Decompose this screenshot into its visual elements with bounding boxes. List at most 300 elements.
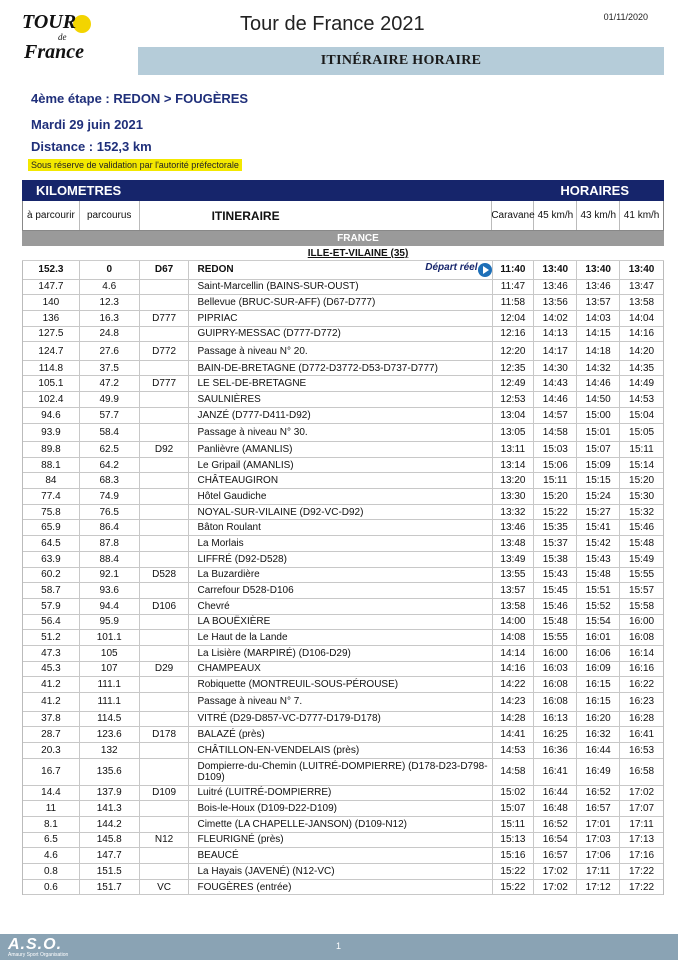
- reserve-note: Sous réserve de validation par l'autorité préfectorale: [28, 159, 242, 171]
- cell-41-text: 14:20: [629, 345, 655, 357]
- cell-place-text: LE SEL-DE-BRETAGNE: [197, 378, 307, 390]
- cell-remaining-text: 114.8: [38, 362, 64, 374]
- cell-remaining: [23, 424, 80, 442]
- cell-45-text: 14:17: [542, 345, 568, 357]
- cell-caravan: [493, 552, 535, 567]
- cell-caravan-text: 12:16: [500, 328, 526, 340]
- cell-road: [140, 646, 190, 661]
- cell-41: [620, 786, 663, 801]
- cell-caravan-text: 15:16: [500, 850, 526, 862]
- table-row: [23, 599, 663, 615]
- table-row: [23, 786, 663, 802]
- cell-caravan: [493, 568, 535, 583]
- cell-place-text: Le Haut de la Lande: [197, 632, 288, 644]
- cell-road: [140, 311, 190, 326]
- cell-remaining: [23, 295, 80, 310]
- cell-remaining-text: 75.8: [41, 506, 61, 518]
- cell-45: [534, 817, 577, 832]
- cell-45-text: 15:55: [542, 632, 568, 644]
- cell-caravan: [493, 646, 535, 661]
- cell-43-text: 14:50: [585, 393, 611, 405]
- cell-road: [140, 442, 190, 457]
- cell-place: [189, 662, 492, 677]
- cell-remaining-text: 88.1: [41, 459, 61, 471]
- cell-caravan-text: 12:35: [500, 362, 526, 374]
- cell-43-text: 15:48: [585, 569, 611, 581]
- cell-road: [140, 693, 190, 711]
- cell-remaining-text: 37.8: [41, 713, 61, 725]
- cell-41: [620, 568, 663, 583]
- cell-41: [620, 295, 663, 310]
- cell-43: [577, 552, 620, 567]
- cell-41: [620, 458, 663, 473]
- cell-remaining-text: 124.7: [38, 345, 64, 357]
- cell-caravan: [493, 361, 535, 376]
- cell-caravan: [493, 520, 535, 535]
- cell-41: [620, 630, 663, 645]
- cell-done-text: 76.5: [99, 506, 119, 518]
- cell-road-text: D178: [152, 729, 177, 741]
- depart-reel-label: Départ réel: [425, 262, 478, 273]
- cell-remaining-text: 127.5: [38, 328, 64, 340]
- cell-41-text: 15:14: [629, 459, 655, 471]
- cell-remaining-text: 147.7: [38, 281, 64, 293]
- cell-43: [577, 520, 620, 535]
- cell-remaining: [23, 552, 80, 567]
- cell-remaining: [23, 662, 80, 677]
- cell-road: [140, 662, 190, 677]
- cell-road-text: D777: [152, 378, 177, 390]
- cell-caravan-text: 15:02: [500, 787, 526, 799]
- cell-45-text: 15:38: [542, 553, 568, 565]
- table-row: [23, 505, 663, 521]
- cell-remaining-text: 77.4: [41, 490, 61, 502]
- cell-place-text: CHAMPEAUX: [197, 663, 261, 675]
- cell-remaining-text: 105.1: [38, 378, 64, 390]
- cell-remaining-text: 28.7: [41, 729, 61, 741]
- cell-done: [80, 568, 140, 583]
- col-remaining: à parcourir: [23, 201, 80, 230]
- cell-caravan: [493, 408, 535, 423]
- table-row: [23, 489, 663, 505]
- cell-43-text: 17:11: [586, 865, 611, 877]
- cell-done: [80, 677, 140, 692]
- cell-road: [140, 817, 190, 832]
- cell-43: [577, 727, 620, 742]
- table-row: [23, 801, 663, 817]
- table-row: [23, 261, 663, 280]
- table-row: [23, 458, 663, 474]
- aso-logo-subtitle: Amaury Sport Organisation: [8, 952, 69, 958]
- cell-done: [80, 727, 140, 742]
- cell-done-text: 101.1: [96, 632, 122, 644]
- cell-45: [534, 520, 577, 535]
- cell-done: [80, 408, 140, 423]
- cell-caravan: [493, 801, 535, 816]
- cell-43-text: 15:27: [585, 506, 611, 518]
- cell-45: [534, 568, 577, 583]
- cell-place-text: CHÂTEAUGIRON: [197, 475, 279, 487]
- col-43: 43 km/h: [577, 201, 620, 230]
- cell-done: [80, 801, 140, 816]
- cell-43: [577, 759, 620, 785]
- cell-remaining-text: 16.7: [41, 766, 61, 778]
- cell-done: [80, 392, 140, 407]
- cell-done: [80, 786, 140, 801]
- cell-caravan: [493, 342, 535, 360]
- cell-43-text: 17:06: [585, 850, 611, 862]
- cell-41: [620, 880, 663, 895]
- horaires-header: HORAIRES: [560, 183, 629, 198]
- cell-place: [189, 458, 492, 473]
- cell-43-text: 15:41: [585, 522, 611, 534]
- cell-43-text: 15:15: [585, 475, 611, 487]
- table-row: [23, 743, 663, 759]
- cell-done-text: 12.3: [99, 297, 119, 309]
- cell-41-text: 13:58: [629, 297, 655, 309]
- cell-caravan-text: 13:11: [500, 443, 526, 455]
- cell-41-text: 13:47: [629, 281, 655, 293]
- cell-caravan-text: 14:23: [500, 696, 526, 708]
- cell-place: [189, 505, 492, 520]
- cell-45: [534, 261, 577, 279]
- table-row: [23, 295, 663, 311]
- cell-place-text: NOYAL-SUR-VILAINE (D92-VC-D92): [197, 506, 364, 518]
- cell-done-text: 4.6: [102, 281, 117, 293]
- cell-41: [620, 424, 663, 442]
- cell-41-text: 15:04: [629, 409, 655, 421]
- cell-remaining: [23, 261, 80, 279]
- cell-41-text: 15:30: [629, 490, 655, 502]
- cell-45-text: 15:45: [542, 585, 568, 597]
- cell-41: [620, 280, 663, 295]
- cell-place: [189, 376, 492, 391]
- cell-caravan-text: 14:00: [500, 616, 526, 628]
- cell-remaining: [23, 311, 80, 326]
- cell-place: [189, 743, 492, 758]
- cell-place-text: Le Gripail (AMANLIS): [197, 459, 294, 471]
- cell-41-text: 14:53: [629, 393, 655, 405]
- cell-road: [140, 615, 190, 630]
- svg-text:France: France: [24, 41, 84, 63]
- cell-caravan-text: 14:53: [500, 744, 526, 756]
- cell-41: [620, 677, 663, 692]
- cell-remaining-text: 64.5: [41, 537, 61, 549]
- cell-remaining: [23, 376, 80, 391]
- cell-road-text: D92: [154, 443, 174, 455]
- cell-45-text: 16:52: [542, 818, 568, 830]
- cell-43: [577, 880, 620, 895]
- cell-done-text: 111.1: [97, 679, 121, 691]
- page-number: 1: [336, 941, 342, 951]
- cell-45: [534, 599, 577, 614]
- cell-done: [80, 520, 140, 535]
- cell-road: [140, 489, 190, 504]
- cell-41: [620, 342, 663, 360]
- cell-41: [620, 759, 663, 785]
- table-row: [23, 880, 663, 896]
- cell-caravan-text: 13:05: [500, 426, 526, 438]
- cell-caravan: [493, 280, 535, 295]
- cell-road: [140, 583, 190, 598]
- cell-41-text: 16:00: [629, 616, 655, 628]
- cell-done: [80, 743, 140, 758]
- table-row: [23, 727, 663, 743]
- cell-done: [80, 552, 140, 567]
- cell-41: [620, 505, 663, 520]
- cell-done-text: 57.7: [99, 409, 119, 421]
- cell-43: [577, 599, 620, 614]
- cell-43-text: 14:18: [585, 345, 611, 357]
- cell-43-text: 16:20: [585, 713, 611, 725]
- table-row: [23, 833, 663, 849]
- cell-41-text: 15:11: [629, 443, 654, 455]
- table-row: [23, 342, 663, 361]
- cell-place-text: FLEURIGNÉ (près): [197, 834, 284, 846]
- cell-41: [620, 801, 663, 816]
- cell-41-text: 15:58: [629, 600, 655, 612]
- table-row: [23, 392, 663, 408]
- cell-done: [80, 615, 140, 630]
- cell-41: [620, 599, 663, 614]
- cell-place-text: BEAUCÉ: [197, 850, 239, 862]
- cell-45: [534, 712, 577, 727]
- cell-43: [577, 442, 620, 457]
- cell-caravan: [493, 880, 535, 895]
- cell-done: [80, 817, 140, 832]
- cell-41: [620, 311, 663, 326]
- cell-45: [534, 424, 577, 442]
- cell-place-text: BALAZÉ (près): [197, 729, 265, 741]
- cell-caravan-text: 11:40: [500, 264, 526, 276]
- cell-done-text: 151.7: [96, 881, 122, 893]
- cell-41: [620, 743, 663, 758]
- table-row: [23, 327, 663, 343]
- cell-done-text: 135.6: [96, 766, 122, 778]
- cell-45-text: 13:56: [542, 297, 568, 309]
- cell-place-text: Carrefour D528-D106: [197, 585, 294, 597]
- cell-41-text: 17:02: [629, 787, 655, 799]
- cell-caravan: [493, 817, 535, 832]
- table-row: [23, 408, 663, 424]
- cell-41-text: 17:16: [629, 850, 655, 862]
- cell-caravan: [493, 743, 535, 758]
- cell-43-text: 16:01: [585, 632, 611, 644]
- cell-45: [534, 864, 577, 879]
- cell-45-text: 14:43: [542, 378, 568, 390]
- cell-caravan-text: 13:57: [500, 585, 526, 597]
- cell-45: [534, 662, 577, 677]
- cell-caravan-text: 13:30: [500, 490, 526, 502]
- cell-remaining: [23, 727, 80, 742]
- cell-45-text: 16:36: [542, 744, 568, 756]
- cell-45: [534, 489, 577, 504]
- cell-41-text: 16:08: [629, 632, 655, 644]
- cell-41-text: 15:48: [629, 537, 655, 549]
- cell-caravan: [493, 786, 535, 801]
- cell-43: [577, 801, 620, 816]
- cell-place: [189, 552, 492, 567]
- cell-place-text: LIFFRÉ (D92-D528): [197, 553, 287, 565]
- cell-place: [189, 520, 492, 535]
- cell-45: [534, 376, 577, 391]
- cell-done: [80, 261, 140, 279]
- cell-done-text: 49.9: [99, 393, 119, 405]
- cell-41-text: 14:16: [629, 328, 655, 340]
- cell-45-text: 14:57: [542, 409, 568, 421]
- cell-remaining: [23, 599, 80, 614]
- cell-done-text: 16.3: [99, 312, 119, 324]
- play-icon: [478, 263, 492, 277]
- cell-place-text: VITRÉ (D29-D857-VC-D777-D179-D178): [197, 713, 381, 725]
- cell-caravan: [493, 295, 535, 310]
- cell-done: [80, 693, 140, 711]
- cell-place: [189, 833, 492, 848]
- cell-45-text: 17:02: [542, 881, 568, 893]
- cell-road-text: D67: [154, 264, 174, 276]
- cell-remaining-text: 41.2: [41, 679, 61, 691]
- cell-caravan: [493, 615, 535, 630]
- cell-45: [534, 392, 577, 407]
- cell-road: [140, 786, 190, 801]
- cell-done-text: 145.8: [96, 834, 122, 846]
- cell-place: [189, 848, 492, 863]
- cell-43: [577, 786, 620, 801]
- cell-45: [534, 342, 577, 360]
- col-route: ITINERAIRE: [140, 201, 493, 230]
- cell-remaining-text: 84: [45, 475, 57, 487]
- cell-remaining: [23, 712, 80, 727]
- cell-45-text: 15:22: [542, 506, 568, 518]
- cell-remaining-text: 56.4: [41, 616, 61, 628]
- cell-caravan-text: 14:16: [500, 663, 526, 675]
- col-41: 41 km/h: [623, 210, 660, 221]
- cell-45: [534, 361, 577, 376]
- table-row: [23, 693, 663, 712]
- cell-caravan-text: 12:20: [500, 345, 526, 357]
- cell-place: [189, 864, 492, 879]
- cell-remaining: [23, 342, 80, 360]
- cell-remaining-text: 57.9: [41, 600, 61, 612]
- cell-done-text: 87.8: [99, 537, 119, 549]
- footer-bar: [0, 934, 678, 960]
- cell-41-text: 17:11: [629, 818, 654, 830]
- cell-done-text: 68.3: [99, 475, 119, 487]
- cell-45: [534, 743, 577, 758]
- cell-45-text: 16:41: [542, 766, 568, 778]
- cell-45-text: 14:02: [542, 312, 568, 324]
- cell-road: [140, 342, 190, 360]
- cell-43: [577, 311, 620, 326]
- cell-place-text: Passage à niveau N° 30.: [197, 426, 308, 438]
- cell-remaining-text: 51.2: [41, 632, 61, 644]
- cell-road: [140, 327, 190, 342]
- cell-43-text: 15:54: [585, 616, 611, 628]
- cell-43: [577, 833, 620, 848]
- cell-43: [577, 392, 620, 407]
- cell-remaining-text: 152.3: [38, 264, 64, 276]
- cell-place-text: Luitré (LUITRÉ-DOMPIERRE): [197, 787, 332, 799]
- cell-place-text: La Buzardière: [197, 569, 260, 581]
- itinerary-table: [22, 180, 664, 895]
- table-row: [23, 311, 663, 327]
- cell-done-text: 111.1: [97, 696, 121, 708]
- cell-caravan: [493, 489, 535, 504]
- cell-remaining-text: 41.2: [41, 696, 61, 708]
- cell-41: [620, 727, 663, 742]
- cell-done-text: 151.5: [96, 865, 122, 877]
- cell-done: [80, 295, 140, 310]
- cell-caravan: [493, 727, 535, 742]
- cell-41: [620, 833, 663, 848]
- cell-45-text: 13:46: [542, 281, 568, 293]
- cell-done-text: 64.2: [99, 459, 119, 471]
- cell-road: [140, 759, 190, 785]
- cell-41: [620, 408, 663, 423]
- cell-41-text: 13:40: [628, 264, 655, 276]
- cell-41-text: 15:57: [629, 585, 655, 597]
- cell-place: [189, 677, 492, 692]
- cell-remaining-text: 136: [42, 312, 60, 324]
- cell-41-text: 15:55: [629, 569, 655, 581]
- cell-remaining-text: 102.4: [38, 393, 64, 405]
- cell-43-text: 16:57: [585, 803, 611, 815]
- cell-remaining: [23, 361, 80, 376]
- cell-43-text: 16:32: [585, 729, 611, 741]
- cell-41: [620, 864, 663, 879]
- cell-remaining-text: 65.9: [41, 522, 61, 534]
- cell-43: [577, 473, 620, 488]
- cell-41: [620, 712, 663, 727]
- cell-place-text: CHÂTILLON-EN-VENDELAIS (près): [197, 744, 360, 756]
- cell-43-text: 14:03: [585, 312, 611, 324]
- cell-caravan-text: 13:48: [500, 537, 526, 549]
- cell-43-text: 17:12: [585, 881, 611, 893]
- cell-place: [189, 599, 492, 614]
- cell-43-text: 16:44: [585, 744, 611, 756]
- cell-caravan: [493, 630, 535, 645]
- cell-41-text: 16:58: [629, 766, 655, 778]
- cell-43: [577, 864, 620, 879]
- cell-45-text: 15:06: [542, 459, 568, 471]
- cell-41: [620, 392, 663, 407]
- cell-43: [577, 677, 620, 692]
- cell-remaining: [23, 864, 80, 879]
- cell-caravan-text: 15:22: [500, 865, 526, 877]
- cell-done: [80, 361, 140, 376]
- cell-caravan: [493, 261, 535, 279]
- cell-caravan: [493, 864, 535, 879]
- cell-caravan: [493, 583, 535, 598]
- cell-41-text: 16:28: [629, 713, 655, 725]
- cell-road: [140, 727, 190, 742]
- cell-45: [534, 848, 577, 863]
- cell-road: [140, 473, 190, 488]
- cell-45-text: 16:54: [542, 834, 568, 846]
- cell-45: [534, 646, 577, 661]
- cell-41-text: 15:49: [629, 553, 655, 565]
- cell-remaining: [23, 615, 80, 630]
- cell-45-text: 14:30: [542, 362, 568, 374]
- cell-road: [140, 505, 190, 520]
- cell-place: [189, 342, 492, 360]
- cell-41: [620, 327, 663, 342]
- cell-done-text: 58.4: [99, 426, 119, 438]
- cell-remaining-text: 58.7: [41, 585, 61, 597]
- cell-41: [620, 361, 663, 376]
- cell-remaining: [23, 848, 80, 863]
- table-row: [23, 817, 663, 833]
